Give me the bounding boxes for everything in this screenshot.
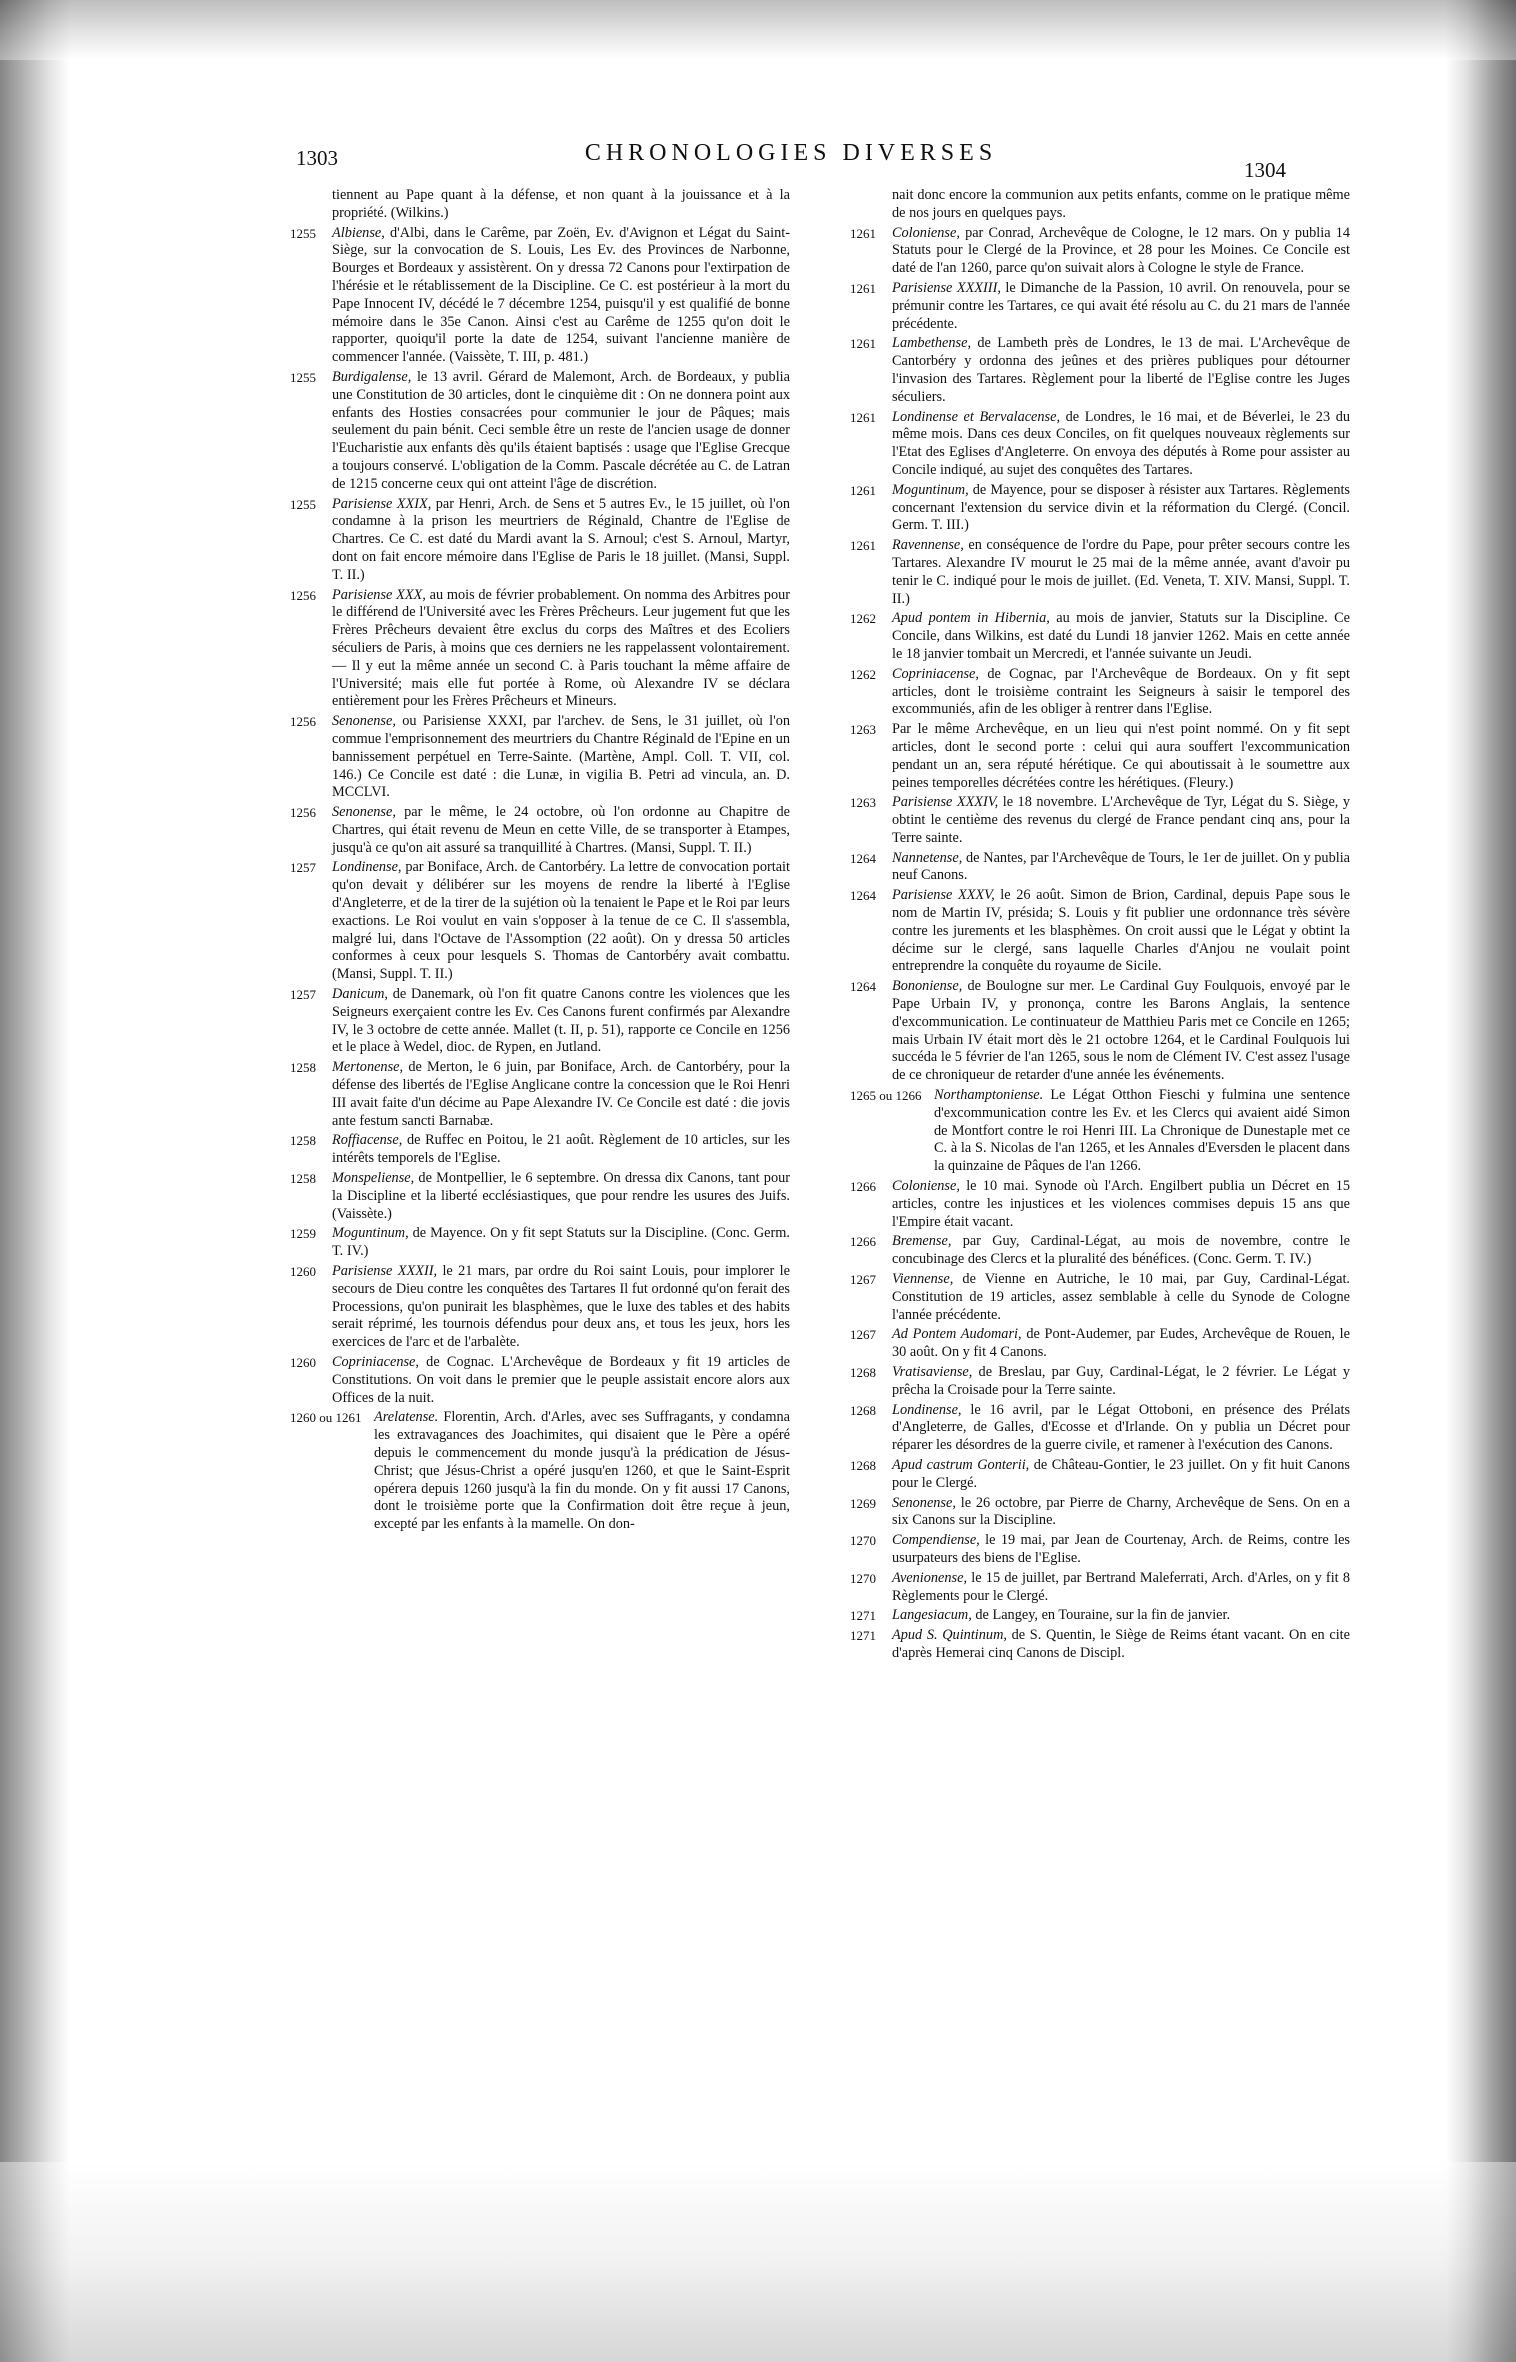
entry-year: 1260	[290, 1264, 316, 1280]
council-name: Mertonense,	[332, 1059, 404, 1076]
council-name: Copriniacense,	[892, 665, 979, 682]
entry-year: 1259	[290, 1226, 316, 1242]
council-name: Bononiense,	[892, 978, 963, 995]
entry-year: 1270	[850, 1533, 876, 1549]
chronology-entry	[850, 1364, 1350, 1400]
entry-text: par le même, le 24 octobre, où l'on ordonne au Chapitre de Chartres, qui était revenu de Meun en cette Ville, de se transporter à Etampes, jusqu'à ce qu'on ait assuré sa tranquillité à Chartres. (Mansi, Suppl. T. II.)	[332, 804, 790, 856]
council-name: Coloniense,	[892, 224, 960, 241]
entry-year: 1256	[290, 805, 316, 821]
entry-year: 1255	[290, 496, 316, 512]
entry-text: de Merton, le 6 juin, par Boniface, Arch. de Cantorbéry, pour la défense des libertés de l'Eglise Anglicane contre la concession que le Roi Henri III avait faite d'un décime au Pape Alexandre IV. Ce Concile est daté : die jovis ante festum sancti Barnabæ.	[332, 1059, 791, 1129]
entry-text: le 19 mai, par Jean de Courtenay, Arch. de Reims, contre les usurpateurs des biens de l'Eglise.	[892, 1532, 1350, 1566]
page-number-right: 1304	[1244, 158, 1286, 182]
chronology-entry	[850, 1457, 1350, 1493]
entry-text: de Londres, le 16 mai, et de Béverlei, le 23 du même mois. Dans ces deux Conciles, on fit quelques nouveaux règlements sur l'Etat des Eglises d'Angleterre. On envoya des députés à Rome pour assister au Concile indiqué, au sujet des conquêtes des Tartares.	[892, 408, 1351, 478]
entry-text: le 18 novembre. L'Archevêque de Tyr, Légat du S. Siège, y obtint le centième des revenus du clergé de France pendant cinq ans, pour la Terre sainte.	[892, 794, 1350, 846]
entry-text: de Montpellier, le 6 septembre. On dressa dix Canons, tant pour la Discipline et la liberté ecclésiastiques, que pour rendre les usures des Juifs. (Vaissète.)	[332, 1170, 791, 1222]
council-name: Roffiacense,	[332, 1132, 403, 1149]
entry-year: 1264	[850, 888, 876, 904]
council-name: Burdigalense,	[332, 368, 412, 385]
right-column	[850, 187, 1350, 1665]
council-name: Moguntinum,	[332, 1225, 409, 1242]
council-name: Vratisaviense,	[892, 1364, 973, 1380]
entry-year: 1263	[850, 722, 876, 738]
entry-text: de Nantes, par l'Archevêque de Tours, le 1er de juillet. On y publia neuf Canons.	[892, 849, 1351, 884]
entry-text: de Cognac, par l'Archevêque de Bordeaux. On y fit sept articles, dont le troisième contraint les Seigneurs à saisir le temporel des excommuniés, afin de les obliger à rentrer dans l'Eglise.	[892, 665, 1350, 718]
entry-year: 1271	[850, 1608, 876, 1624]
entry-year: 1268	[850, 1457, 876, 1473]
scan-edge-top	[0, 0, 1516, 60]
entry-year: 1261	[850, 482, 876, 498]
chronology-entry	[290, 225, 790, 367]
chronology-entry	[290, 1409, 790, 1534]
chronology-entry	[290, 986, 790, 1057]
entry-text: de Mayence, pour se disposer à résister aux Tartares. Règlements concernant l'extension du service divin et la réformation du Clergé. (Concil. Germ. T. III.)	[892, 481, 1351, 534]
chronology-entry	[290, 369, 790, 494]
chronology-entry	[850, 1271, 1350, 1324]
entry-year: 1257	[290, 987, 316, 1003]
council-name: Londinense,	[332, 859, 402, 876]
council-name: Parisiense XXXV,	[892, 887, 995, 904]
chronology-entry	[850, 1326, 1350, 1362]
chronology-entry	[850, 978, 1350, 1085]
council-name: Londinense et Bervalacense,	[892, 408, 1061, 425]
chronology-entry	[850, 280, 1350, 333]
chronology-entry	[850, 666, 1350, 719]
chronology-entry	[290, 1263, 790, 1352]
entry-text: de Danemark, où l'on fit quatre Canons contre les violences que les Seigneurs exerçaient contre les Ev. Ces Canons furent confirmés par Alexandre IV, le 3 octobre de cette année. Mallet (t. II, p. 51), rapporte ce Concile en 1256 et le place à Wedel, dioc. de Rypen, en Jutland.	[332, 986, 790, 1056]
council-name: Senonense,	[892, 1494, 956, 1511]
entry-text: Florentin, Arch. d'Arles, avec ses Suffragants, y condamna les extravagances des Joachimites, qui disaient que le Père a opéré depuis le commencement du monde jusqu'à la prédication de Jésus-Christ; que Jésus-Christ a opéré jusqu'en 1260, et que le Saint-Esprit opérera depuis 1260 jusqu'à la fin du monde. On y fit aussi 17 Canons, dont le troisième porte que la Confirmation doit être reçue à jeun, excepté par les enfants à la mamelle. On don-	[374, 1409, 790, 1533]
chronology-entry	[850, 1178, 1350, 1231]
council-name: Nannetense,	[892, 849, 963, 866]
council-name: Moguntinum,	[892, 481, 969, 498]
entry-year: 1268	[850, 1402, 876, 1418]
chronology-entry	[850, 409, 1350, 480]
entry-year: 1261	[850, 225, 876, 241]
entry-year: 1261	[850, 538, 876, 554]
council-name: Senonense,	[332, 713, 396, 730]
chronology-entry	[290, 587, 790, 712]
council-name: Coloniense,	[892, 1178, 960, 1195]
entry-text: le 16 avril, par le Légat Ottoboni, en présence des Prélats d'Angleterre, de Galles, d'Ecosse et d'Irlande. On y publia un Décret pour réparer les désordres de la guerre civile, et ramener à l'exécution des Canons.	[892, 1401, 1351, 1454]
chronology-entry	[850, 850, 1350, 886]
page-header	[296, 140, 1286, 180]
entry-year: 1261	[850, 280, 876, 296]
entry-year: 1256	[290, 587, 316, 603]
entry-year: 1266	[850, 1179, 876, 1195]
council-name: Parisiense XXX,	[332, 586, 426, 603]
entry-year: 1255	[290, 225, 316, 241]
council-name: Parisiense XXXII,	[332, 1263, 438, 1280]
council-name: Apud S. Quintinum,	[892, 1627, 1007, 1644]
entry-text: par Henri, Arch. de Sens et 5 autres Ev., le 15 juillet, où l'on condamne à la prison les meurtriers de Réginald, Chantre de l'Eglise de Chartres. Ce C. est daté du Mardi avant la S. Arnoul; c'est S. Arnoul, Martyr, dont on fait encore mémoire dans l'Eglise de Paris le 18 juillet. (Mansi, Suppl. T. II.)	[332, 495, 791, 583]
chronology-entry	[850, 1570, 1350, 1606]
entry-text: le 10 mai. Synode où l'Arch. Engilbert publia un Décret en 15 articles, contre les injustices et les violences commises depuis 15 ans que l'Empire était vacant.	[892, 1178, 1351, 1230]
chronology-entry	[290, 713, 790, 802]
chronology-entry	[290, 1225, 790, 1261]
chronology-entry	[290, 859, 790, 984]
entry-text: de Pont-Audemer, par Eudes, Archevêque de Rouen, le 30 août. On y fit 4 Canons.	[892, 1326, 1350, 1361]
entry-text: le Dimanche de la Passion, 10 avril. On renouvela, pour se prémunir contre les Tartares, ce qui avait été résolu au C. du 21 mars de l'année précédente.	[892, 279, 1350, 332]
chronology-entry	[850, 1233, 1350, 1269]
council-name: Apud castrum Gonterii,	[892, 1456, 1030, 1473]
chronology-entry	[290, 1132, 790, 1168]
entry-text: le 13 avril. Gérard de Malemont, Arch. de Bordeaux, y publia une Constitution de 30 articles, dont le cinquième dit : On ne donnera point aux enfants des Hosties consacrées pour communier le jour de Pâques; mais seulement du pain bénit. Ceci semble être un reste de l'ancien usage de donner l'Eucharistie aux enfants dès qu'ils étaient baptisés : usage que l'Eglise Grecque a toujours conservé. L'obligation de la Comm. Pascale décrétée au C. de Latran de 1215 concerne ceux qui ont atteint l'âge de discrétion.	[332, 368, 790, 492]
chronology-entry	[850, 1532, 1350, 1568]
chronology-entry	[850, 721, 1350, 792]
entry-text: de Lambeth près de Londres, le 13 de mai. L'Archevêque de Cantorbéry y ordonna des jeûnes et des prières publiques pour détourner l'invasion des Tartares. Règlement pour la liberté de l'Eglise contre les Juges séculiers.	[892, 335, 1350, 405]
scan-edge-left	[0, 0, 70, 2362]
entry-text: de Ruffec en Poitou, le 21 août. Règlement de 10 articles, sur les intérêts temporels de l'Eglise.	[332, 1132, 791, 1167]
entry-text: de Mayence. On y fit sept Statuts sur la Discipline. (Conc. Germ. T. IV.)	[332, 1225, 790, 1260]
entry-year: 1258	[290, 1060, 316, 1076]
entry-text: de S. Quentin, le Siège de Reims étant vacant. On en cite d'après Hemerai cinq Canons de Discipl.	[892, 1627, 1350, 1661]
entry-text: en conséquence de l'ordre du Pape, pour prêter secours contre les Tartares. Alexandre IV mourut le 25 mai de la même année, avant d'avoir pu tenir le C. indiqué pour le mois de juillet. (Ed. Veneta, T. XIV. Mansi, Suppl. T. II.)	[892, 537, 1350, 607]
entry-year: 1256	[290, 714, 316, 730]
entry-year: 1258	[290, 1171, 316, 1187]
chronology-entry	[850, 1495, 1350, 1531]
chronology-entry	[850, 610, 1350, 663]
chronology-entry	[290, 187, 790, 223]
council-name: Ravennense,	[892, 537, 964, 554]
council-name: Arelatense.	[374, 1409, 439, 1426]
entry-text: au mois de janvier, Statuts sur la Discipline. Ce Concile, dans Wilkins, est daté du Lundi 18 janvier 1262. Mais en cette année le 18 janvier tombait un Mercredi, et l'année suivante un Jeudi.	[892, 610, 1350, 662]
council-name: Avenionense,	[892, 1569, 968, 1586]
entry-text: de Boulogne sur mer. Le Cardinal Guy Foulquois, envoyé par le Pape Urbain IV, y prononça, contre les Barons Anglais, la sentence d'excommunication. Le continuateur de Matthieu Paris met ce Concile en 1265; mais Urbain IV était mort dès le 21 octobre 1264, et le Cardinal Foulquois lui succéda le 5 février de l'an 1265, sous le nom de Clément IV. C'est assez l'usage de ce chroniqueur de retarder d'une année les événements.	[892, 978, 1351, 1084]
chronology-entry	[850, 1087, 1350, 1176]
chronology-entry	[290, 1059, 790, 1130]
entry-year: 1260 ou 1261	[290, 1410, 362, 1426]
chronology-entry	[290, 1170, 790, 1223]
entry-text: Par le même Archevêque, en un lieu qui n'est point nommé. On y fit sept articles, dont le second porte : celui qui aura souffert l'excommunication pendant un an, sera réputé hérétique. Ce qui aboutissait à le soumettre aux peines temporelles décrétées contre les hérétiques. (Fleury.)	[892, 721, 1350, 791]
chronology-entry	[850, 187, 1350, 223]
council-name: Londinense,	[892, 1401, 962, 1418]
council-name: Bremense,	[892, 1233, 952, 1250]
entry-text: de Vienne en Autriche, le 10 mai, par Guy, Cardinal-Légat. Constitution de 19 articles, assez semblable à celle du Synode de Cologne l'année précédente.	[892, 1271, 1350, 1323]
chronology-entry	[850, 1627, 1350, 1663]
entry-text: ou Parisiense XXXI, par l'archev. de Sens, le 31 juillet, où l'on commue l'emprisonnement des meurtriers du Chantre Réginald de l'Epine en un bannissement perpétuel en Terre-Sainte. (Martène, Ampl. Coll. T. VII, col. 146.) Ce Concile est daté : die Lunæ, in vigilia B. Petri ad vincula, an. D. MCCLVI.	[332, 713, 791, 801]
entry-year: 1262	[850, 666, 876, 682]
entry-year: 1260	[290, 1355, 316, 1370]
entry-year: 1267	[850, 1327, 876, 1343]
entry-text: Le Légat Otthon Fieschi y fulmina une sentence d'excommunication contre les Ev. et les Clercs qui avaient aidé Simon de Montfort contre le roi Henri III. La Chronique de Dunestaple met ce C. à la S. Nicolas de l'an 1265, et les Annales d'Eversden le placent dans la quinzaine de Pâques de l'an 1266.	[934, 1087, 1350, 1175]
entry-text: de Breslau, par Guy, Cardinal-Légat, le 2 février. Le Légat y prêcha la Croisade pour la Terre sainte.	[892, 1364, 1351, 1398]
entry-text: le 21 mars, par ordre du Roi saint Louis, pour implorer le secours de Dieu contre les conquêtes des Tartares Il fut ordonné qu'on ferait des Processions, qu'on punirait les blasphèmes, que le luxe des tables et des habits serait réprimé, les tournois défendus pour deux ans, et tous les jeux, hors les exercices de l'arc et de l'arbalète.	[332, 1263, 790, 1351]
chronology-entry	[850, 794, 1350, 847]
council-name: Parisiense XXXIII,	[892, 279, 1001, 296]
left-column	[290, 187, 790, 1536]
scan-edge-bottom	[0, 2162, 1516, 2362]
council-name: Copriniacense,	[332, 1354, 419, 1370]
chronology-entry	[850, 887, 1350, 976]
council-name: Lambethense,	[892, 335, 972, 352]
council-name: Ad Pontem Audomari,	[892, 1326, 1022, 1343]
chronology-entry	[850, 1607, 1350, 1625]
page-number-left: 1303	[296, 146, 338, 170]
scan-edge-right	[1446, 0, 1516, 2362]
entry-year: 1264	[850, 979, 876, 995]
entry-text: d'Albi, dans le Carême, par Zoën, Ev. d'Avignon et Légat du Saint-Siège, sur la convocation de S. Louis, Les Ev. des Provinces de Narbonne, Bourges et Bordeaux y assistèrent. On y dressa 72 Canons pour l'extirpation de l'hérésie et le rétablissement de la Discipline. Ce C. est postérieur à la mort du Pape Innocent IV, décédé le 7 décembre 1254, puisqu'il y est qualifié de bonne mémoire dans le 35e Canon. Ainsi c'est au Carême de 1255 qu'on doit le rapporter, quoiqu'il porte la date de 1254, suivant l'ancienne manière de commencer l'année. (Vaissète, T. III, p. 481.)	[332, 224, 790, 366]
entry-text: de Château-Gontier, le 23 juillet. On y fit huit Canons pour le Clergé.	[892, 1456, 1350, 1491]
entry-text: de Cognac. L'Archevêque de Bordeaux y fit 19 articles de Constitutions. On voit dans le premier que le peuple assistait encore alors aux Offices de la nuit.	[332, 1354, 791, 1406]
chronology-entry	[850, 1402, 1350, 1455]
entry-year: 1258	[290, 1133, 316, 1149]
entry-year: 1269	[850, 1495, 876, 1511]
page-title: CHRONOLOGIES DIVERSES	[584, 140, 998, 166]
entry-year: 1268	[850, 1365, 876, 1380]
council-name: Apud pontem in Hibernia,	[892, 610, 1050, 627]
entry-year: 1271	[850, 1628, 876, 1644]
entry-year: 1261	[850, 336, 876, 352]
chronology-entry	[290, 804, 790, 857]
council-name: Parisiense XXXIV,	[892, 794, 999, 811]
council-name: Senonense,	[332, 804, 396, 821]
entry-year: 1266	[850, 1234, 876, 1250]
entry-year: 1261	[850, 409, 876, 425]
council-name: Albiense,	[332, 224, 385, 241]
entry-year: 1267	[850, 1272, 876, 1288]
entry-year: 1257	[290, 860, 316, 876]
entry-text: le 26 octobre, par Pierre de Charny, Archevêque de Sens. On en a six Canons sur la Discipline.	[892, 1494, 1350, 1529]
entry-year: 1262	[850, 611, 876, 627]
chronology-entry	[290, 1354, 790, 1407]
entry-year: 1264	[850, 850, 876, 866]
entry-text: par Boniface, Arch. de Cantorbéry. La lettre de convocation portait qu'on devait y délibérer sur les moyens de rendre la liberté à l'Eglise d'Angleterre, et de la tirer de la sujétion où la tenaient le Pape et le Roi par leurs exactions. Le Roi voulut en vain s'opposer à la tenue de ce C. Il s'assembla, malgré lui, dans l'Octave de l'Assomption (22 août). On y dressa 50 articles conformes à ceux pour lesquels S. Thomas de Cantorbéry avait combattu. (Mansi, Suppl. T. II.)	[332, 859, 790, 983]
chronology-entry	[850, 225, 1350, 278]
council-name: Monspeliense,	[332, 1170, 415, 1187]
chronology-entry	[850, 482, 1350, 535]
entry-year: 1263	[850, 795, 876, 811]
council-name: Danicum,	[332, 986, 388, 1003]
council-name: Parisiense XXIX,	[332, 495, 432, 512]
council-name: Compendiense,	[892, 1532, 980, 1549]
entry-year: 1265 ou 1266	[850, 1088, 922, 1104]
entry-text: tiennent au Pape quant à la défense, et non quant à la jouissance et à la propriété. (Wilkins.)	[332, 187, 790, 221]
entry-text: nait donc encore la communion aux petits enfants, comme on le pratique même de nos jours en quelques pays.	[892, 187, 1350, 221]
entry-text: le 26 août. Simon de Brion, Cardinal, depuis Pape sous le nom de Martin IV, présida; S. Louis y fit publier une ordonnance très sévère contre les jurements et les blasphèmes. On croit aussi que le Légat y obtint la décime sur le clergé, sans laquelle Charles d'Anjou ne voulait point entreprendre la conquête du royaume de Sicile.	[892, 887, 1351, 975]
chronology-entry	[850, 335, 1350, 406]
entry-text: au mois de février probablement. On nomma des Arbitres pour le différend de l'Université avec les Frères Prêcheurs. Leur jugement fut que les Frères Prêcheurs devaient être exclus du corps des Maîtres et des Ecoliers séculiers de Paris, à moins que ces derniers ne les rappelassent volontairement. — Il y eut la même année un second C. à Paris touchant la même affaire de l'Université; mais elle fut portée à Rome, où Alexandre IV se déclara entièrement pour les Frères Prêcheurs et Mineurs.	[332, 586, 790, 710]
chronology-entry	[850, 537, 1350, 608]
council-name: Viennense,	[892, 1271, 954, 1288]
entry-year: 1270	[850, 1570, 876, 1586]
chronology-entry	[290, 496, 790, 585]
entry-text: de Langey, en Touraine, sur la fin de janvier.	[975, 1607, 1231, 1624]
entry-year: 1255	[290, 369, 316, 385]
council-name: Langesiacum,	[892, 1607, 972, 1624]
entry-text: le 15 de juillet, par Bertrand Maleferrati, Arch. d'Arles, on y fit 8 Règlements pour le Clergé.	[892, 1569, 1351, 1604]
entry-text: par Guy, Cardinal-Légat, au mois de novembre, contre le concubinage des Clercs et la pluralité des bénéfices. (Conc. Germ. T. IV.)	[892, 1233, 1350, 1268]
entry-text: par Conrad, Archevêque de Cologne, le 12 mars. On y publia 14 Statuts pour le Clergé de la Province, et 28 pour les Moines. Ce Concile est daté de l'an 1260, parce qu'on suivait alors à Cologne le style de France.	[892, 224, 1351, 277]
council-name: Northamptoniense.	[934, 1087, 1044, 1104]
